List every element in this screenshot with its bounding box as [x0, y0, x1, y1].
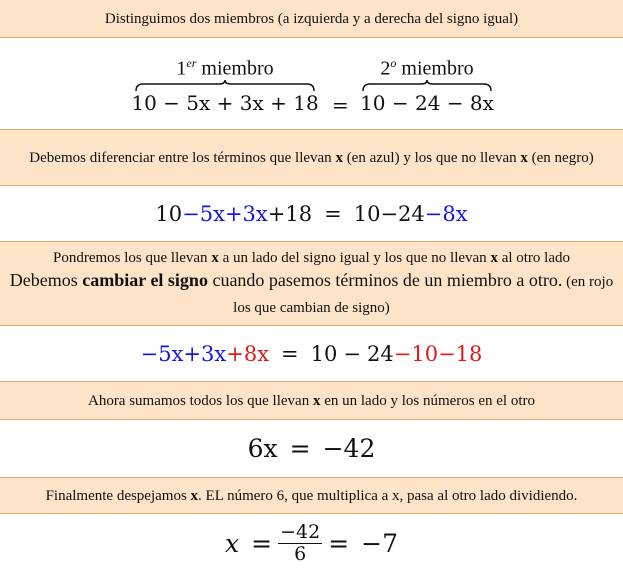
step2-paragraph: Debemos diferenciar entre los términos que llevan x (en azul) y los que no llevan x (en negro)	[29, 149, 594, 166]
equals-sign: =	[332, 93, 349, 117]
step2-equation: 10 −5x +3x +18 = 10 −24 −8x	[0, 186, 623, 242]
changed-term-18: −18	[438, 341, 483, 366]
second-member-label: 2$^o$ miembro	[380, 56, 474, 80]
step5-description	[0, 478, 623, 514]
lhs-expression: 10 − 5x + 3x + 18	[131, 90, 319, 115]
step2-description	[0, 130, 623, 186]
final-result: −7	[361, 529, 398, 558]
term-minus-8x: −8x	[424, 201, 468, 226]
fraction-denominator: 6	[294, 543, 307, 565]
step3-equation: −5x +3x +8x = 10 − 24 −10 −18	[0, 326, 623, 382]
step5-paragraph: Finalmente despejamos x. EL número 6, que multiplica a x, pasa al otro lado dividiendo.	[45, 487, 578, 504]
step3-description	[0, 242, 623, 326]
first-member-group	[131, 50, 319, 116]
step3-line1: Pondremos los que llevan x a un lado del signo igual y los que no llevan x al otro lado	[52, 249, 571, 266]
step1-equation	[0, 38, 623, 130]
step3-line2: Debemos cambiar el signo cuando pasemos términos de un miembro a otro. (en rojo los que cambian de signo)	[9, 269, 614, 316]
term-plus-3x: +3x	[224, 201, 268, 226]
step1-description	[0, 0, 623, 38]
fraction	[278, 522, 322, 565]
changed-term-8x: +8x	[226, 341, 270, 366]
rhs-expression: 10 − 24 − 8x	[360, 90, 494, 115]
changed-term-10: −10	[393, 341, 439, 366]
second-member-group	[362, 50, 492, 116]
step4-equation: 6x = −42	[0, 420, 623, 478]
first-member-label: 1er miembro	[176, 56, 274, 80]
step5-equation: x = $\frac{-42}{6}$ = −7	[0, 514, 623, 573]
fraction-numerator: −42	[280, 521, 321, 543]
step4-paragraph: Ahora sumamos todos los que llevan x en un lado y los números en el otro	[87, 392, 536, 409]
step1-text: Distinguimos dos miembros (a izquierda y a derecha del signo igual)	[104, 10, 519, 27]
term-minus-5x: −5x	[182, 201, 225, 226]
step4-description	[0, 382, 623, 420]
